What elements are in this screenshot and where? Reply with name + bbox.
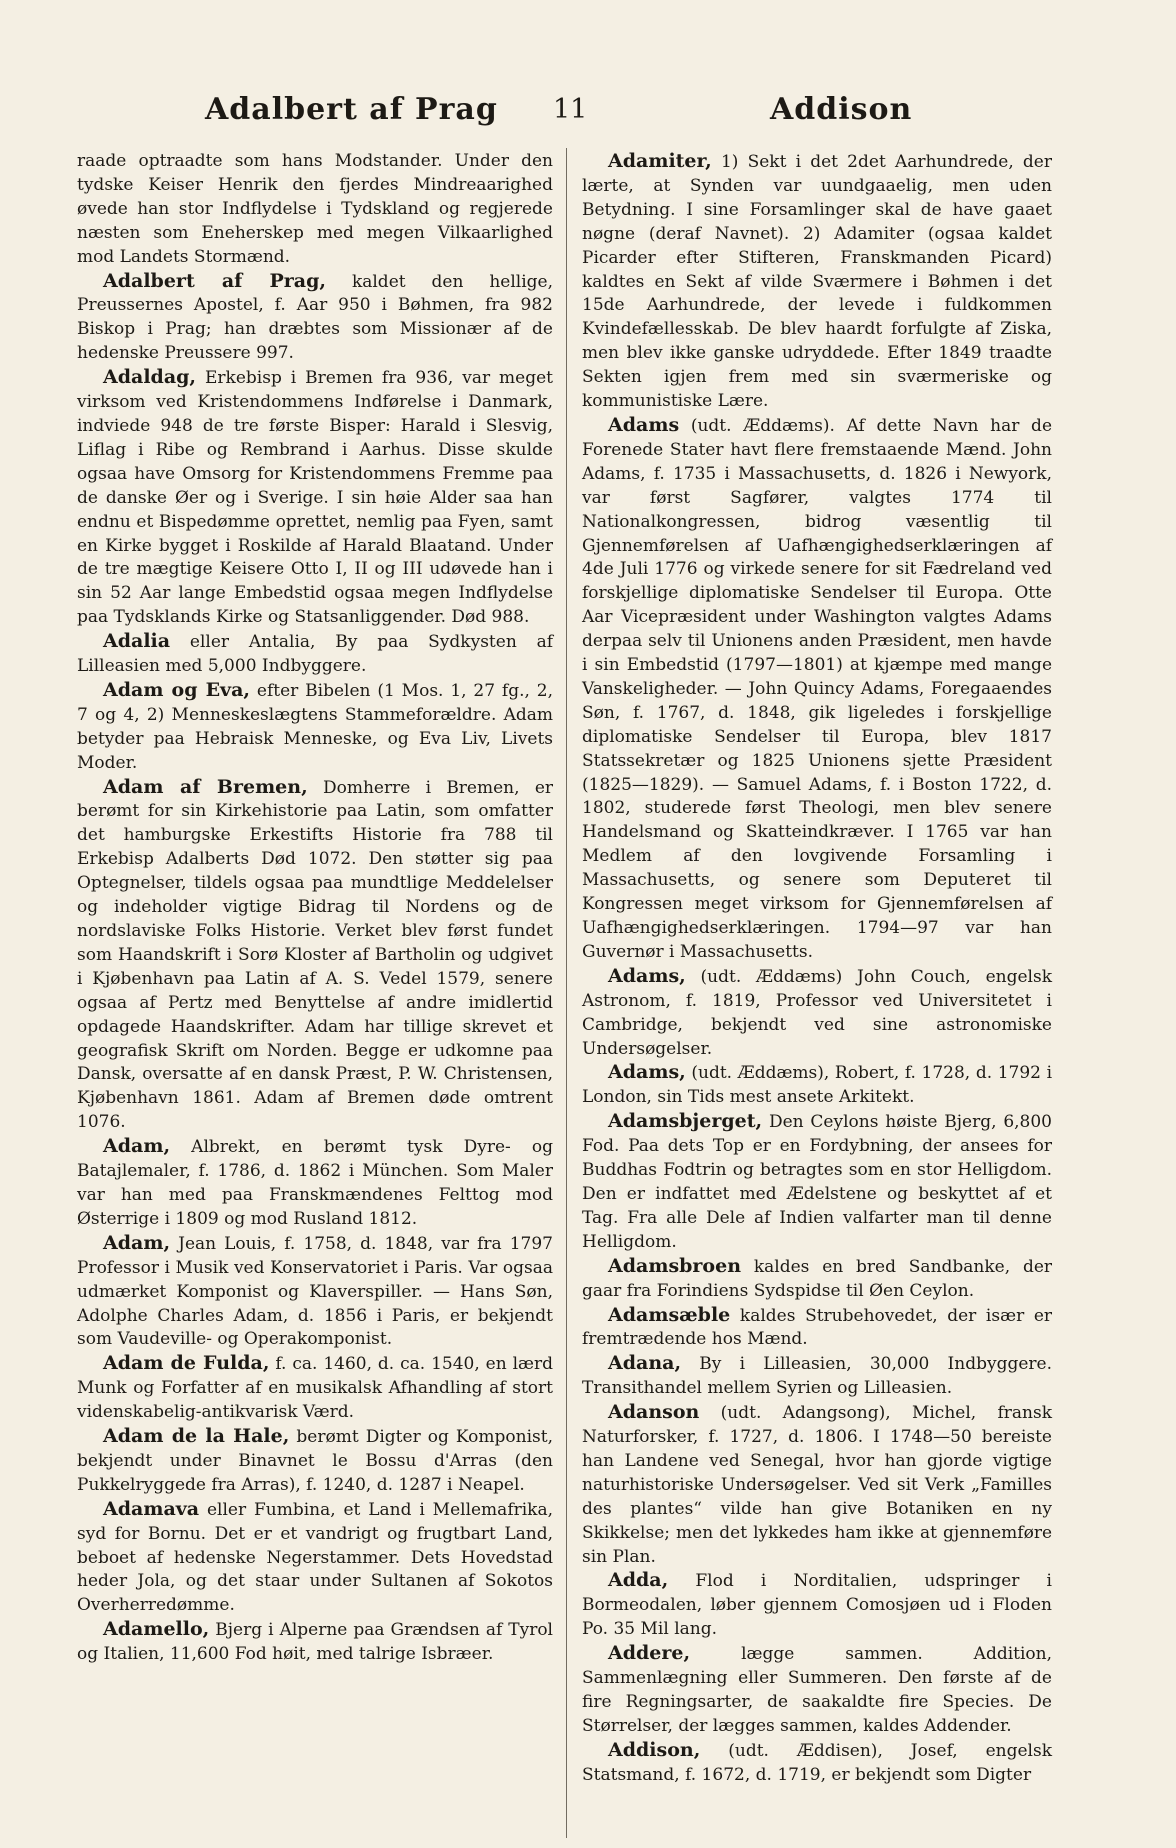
entry-headword: Adalia [103,630,171,653]
entry [77,366,553,630]
entry-text: eller Fumbina, et Land i Mellemafrika, syd for Bornu. Det er et vandrigt og frugtbart Land, beboet af hedenske Negerstammer. Dets Hovedstad heder Jola, og det staar under Sultanen af Sokotos Overherredømme. [77,1499,554,1616]
entry [582,1401,1052,1569]
entry [77,1232,553,1353]
entry-headword: Adamello, [103,1618,210,1641]
entry [77,270,553,367]
entry [582,1352,1052,1401]
entry [77,1135,553,1232]
entry-text: Den Ceylons høiste Bjerg, 6,800 Fod. Paa dets Top er en Fordybning, der ansees for Buddhas Fodtrin og betragtes som en stor Helligdom. Den er indfattet med Ædelstene og beskyttet af et Tag. Fra alle Dele af Indien valfarter man til denne Helligdom. [582,1112,1052,1252]
entry [77,1498,553,1619]
entry-text: efter Bibelen (1 Mos. 1, 27 fg., 2, 7 og 4, 2) Menneskeslægtens Stammeforældre. Adam betyder paa Hebraisk Menneske, og Eva Liv, Livets Moder. [77,680,554,773]
entry-text: Erkebisp i Bremen fra 936, var meget virksom ved Kristendommens Indførelse i Danmark, indviede 948 de tre første Bisper: Harald i Slesvig, Liflag i Ribe og Rembrand i Aarhus. Disse skulde ogsaa have Omsorg for Kristendommens Fremme paa de danske Øer og i Sverige. I sin høie Alder saa han endnu et Bispedømme oprettet, nemlig paa Fyen, samt en Kirke bygget i Roskilde af Harald Blaatand. Under de tre mægtige Keisere Otto I, II og III udøvede han i sin 52 Aar lange Embedstid ogsaa megen Indflydelse paa Tydsklands Kirke og Statsanliggender. Død 988. [77,368,554,628]
entry-headword: Adams [608,413,680,436]
entry [582,1304,1052,1353]
entry-text: berømt Digter og Komponist, bekjendt under Binavnet le Bossu d'Arras (den Pukkelryggede fra Arras), f. 1240, d. 1287 i Neapel. [77,1427,553,1495]
entry-text: 1) Sekt i det 2det Aarhundrede, der lærte, at Synden var uundgaaelig, men uden Betydning. I sine Forsamlinger skal de have gaaet nøgne (deraf Navnet). 2) Adamiter (ogsaa kaldet Picarder efter Stifteren, Franskmanden Picard) kaldtes en Sekt af vilde Sværmere i Bøhmen i det 15de Aarhundrede, der levede i fuldkommen Kvindefællesskab. De blev haardt forfulgte af Ziska, men blev ikke ganske udryddede. Efter 1849 traadte Sekten igjen frem med sin sværmeriske og kommunistiske Lære. [582,152,1052,412]
entry-headword: Addere, [608,1642,691,1665]
entry-text: f. ca. 1460, d. ca. 1540, en lærd Munk og Forfatter af en musikalsk Afhandling af stort videnskabelig-antikvarisk Værd. [77,1354,553,1423]
entry-headword: Adamava [103,1497,200,1520]
header-left-guide-word: Adalbert af Prag [205,92,498,127]
entry-text: eller Antalia, By paa Sydkysten af Lilleasien med 5,000 Indbyggere. [77,632,554,677]
entry-headword: Adda, [608,1569,669,1592]
entry-headword: Adaldag, [103,366,197,389]
entry-headword: Adamiter, [608,150,712,172]
entry-text: Jean Louis, f. 1758, d. 1848, var fra 1797 Professor i Musik ved Konservatoriet i Paris. Var ogsaa udmærket Komponist og Klaverspiller. — Hans Søn, Adolphe Charles Adam, d. 1856 i Paris, er bekjendt som Vaudeville- og Operakomponist. [77,1233,553,1350]
entry-text: kaldes Strubehovedet, der især er fremtrædende hos Mænd. [582,1305,1053,1350]
entry [582,1739,1052,1788]
entry: raade optraadte som hans Modstander. Under den tydske Keiser Henrik den fjerdes Mindreaarighed øvede han stor Indflydelse i Tydskland og regjerede næsten som Eneherskер med megen Vilkaarlighed mod Landets Stormænd. [77,151,553,267]
entry-text: (udt. Æddisen), Josef, engelsk Statsmand, f. 1672, d. 1719, er bekjendt som Digter [582,1740,1052,1785]
entry [582,1061,1052,1110]
entry [582,1110,1052,1254]
entry [77,679,553,776]
entry-headword: Adam af Bremen, [103,775,308,798]
running-header [75,92,1131,132]
entry-headword: Adamsæble [608,1303,731,1326]
entry [77,1352,553,1425]
entry-headword: Adam de Fulda, [103,1352,270,1375]
entry [582,1569,1052,1642]
entry-headword: Adam og Eva, [103,678,251,701]
entry [582,150,1052,414]
entry-text: lægge sammen. Addition, Sammenlægning eller Summeren. Den første af de fire Regningsarter, de saakaldte fire Species. De Størrelser, der lægges sammen, kaldes Addender. [582,1644,1053,1736]
entry [77,630,553,679]
entry-headword: Adanson [608,1401,700,1424]
entry-text: Flod i Norditalien, udspringer i Bormeodalen, løber gjennem Comosjøen ud i Floden Po. 35 Mil lang. [582,1571,1052,1640]
entry-headword: Adams, [608,1061,686,1084]
entry-text: Bjerg i Alperne paa Grændsen af Tyrol og Italien, 11,600 Fod høit, med talrige Isbræer. [77,1620,553,1665]
right-column [582,150,1052,1788]
entry-headword: Adam, [103,1135,171,1158]
entry-headword: Adams, [608,964,686,987]
column-divider [566,148,567,1838]
entry-text: (udt. Æddæms). Af dette Navn har de Forenede Stater havt flere fremstaaende Mænd. John Adams, f. 1735 i Massachusetts, d. 1826 i Newyork, var først Sagfører, valgtes 1774 til Nationalkongressen, bidrog væsentlig til Gjennemførelsen af Uafhængighedserklæringen af 4de Juli 1776 og virkede senere for sit Fædreland ved forskjellige diplomatiske Sendelser til Europa. Otte Aar Vicepræsident under Washington valgtes Adams derpaa selv til Unionens anden Præsident, men havde i sin Embedstid (1797—1801) at kjæmpe med mange Vanskeligheder. — John Quincy Adams, Foregaaendes Søn, f. 1767, d. 1848, gik ligeledes i forskjellige diplomatiske Sendelser til Europa, blev 1817 Statssekretær og 1825 Unionens sjette Præsident (1825—1829). — Samuel Adams, f. i Boston 1722, d. 1802, studerede først Theologi, men blev senere Handelsmand og Skatteindkræver. I 1765 var han Medlem af den lovgivende Forsamling i Massachusetts, og senere som Deputeret til Kongressen meget virksom for Gjennemførelsen af Uafhængighedserklæringen. 1794—97 var han Guvernør i Massachusetts. [582,415,1052,962]
entry-headword: Adamsbroen [608,1254,742,1277]
entry-text: By i Lilleasien, 30,000 Indbyggere. Transithandel mellem Syrien og Lilleasien. [582,1354,1052,1399]
entry-text: (udt. Æddæms) John Couch, engelsk Astronom, f. 1819, Professor ved Universitetet i Cambridge, bekjendt ved sine astronomiske Undersøgelser. [582,966,1052,1059]
entry-text: Domherre i Bremen, er berømt for sin Kirkehistorie paa Latin, som omfatter det hamburgske Erkestifts Historie fra 788 til Erkebisp Adalberts Død 1072. Den støtter sig paa Optegnelser, tildels ogsaa paa mundtlige Meddelelser og indeholder vigtige Bidrag til Nordens og de nordslaviske Folks Historie. Verket blev først fundet som Haandskrift i Sorø Kloster af Bartholin og udgivet i Kjøbenhavn paa Latin af A. S. Vedel 1579, senere ogsaa af Pertz med Benyttelse af andre imidlertid opdagede Haandskrifter. Adam har tillige skrevet et geografisk Skrift om Norden. Begge er udkomne paa Dansk, oversatte af en dansk Præst, P. W. Christensen, Kjøbenhavn 1861. Adam af Bremen døde omtrent 1076. [77,777,554,1133]
entry [582,965,1052,1062]
entry-text: (udt. Adangsong), Michel, fransk Naturforsker, f. 1727, d. 1806. I 1748—50 bereiste han Landene ved Senegal, hvor han gjorde vigtige naturhistoriske Undersøgelser. Ved sit Verk „Familles des plantes“ vilde han give Botaniken en ny Skikkelse; men det lykkedes ham ikke at gjennemføre sin Plan. [582,1403,1053,1567]
entry-text: Albrekt, en berømt tysk Dyre- og Batajlemaler, f. 1786, d. 1862 i München. Som Maler var han med paa Franskmændenes Felttog mod Østerrige i 1809 og mod Rusland 1812. [77,1137,553,1229]
page-number: 11 [553,94,588,125]
entry-headword: Adamsbjerget, [608,1110,763,1133]
entry [77,776,553,1136]
header-right-guide-word: Addison [770,92,913,127]
entry [582,1255,1052,1304]
entry-headword: Addison, [608,1738,701,1761]
entry-headword: Adalbert af Prag, [103,269,326,292]
entry-text: (udt. Æddæms), Robert, f. 1728, d. 1792 i London, sin Tids mest ansete Arkitekt. [582,1063,1053,1108]
entry-headword: Adana, [608,1352,682,1375]
entry-headword: Adam, [103,1231,171,1254]
left-column [77,150,553,1667]
entry [582,414,1052,965]
entry-text: kaldet den hellige, Preussernes Apostel, f. Aar 950 i Bøhmen, fra 982 Biskop i Prag; han dræbtes som Missionær af de hedenske Preussere 997. [77,271,554,364]
entry [77,1618,553,1667]
entry-text: kaldes en bred Sandbanke, der gaar fra Forindiens Sydspidse til Øen Ceylon. [582,1256,1053,1301]
entry-headword: Adam de la Hale, [103,1425,290,1448]
entry [77,1425,553,1498]
entry [582,1642,1052,1739]
